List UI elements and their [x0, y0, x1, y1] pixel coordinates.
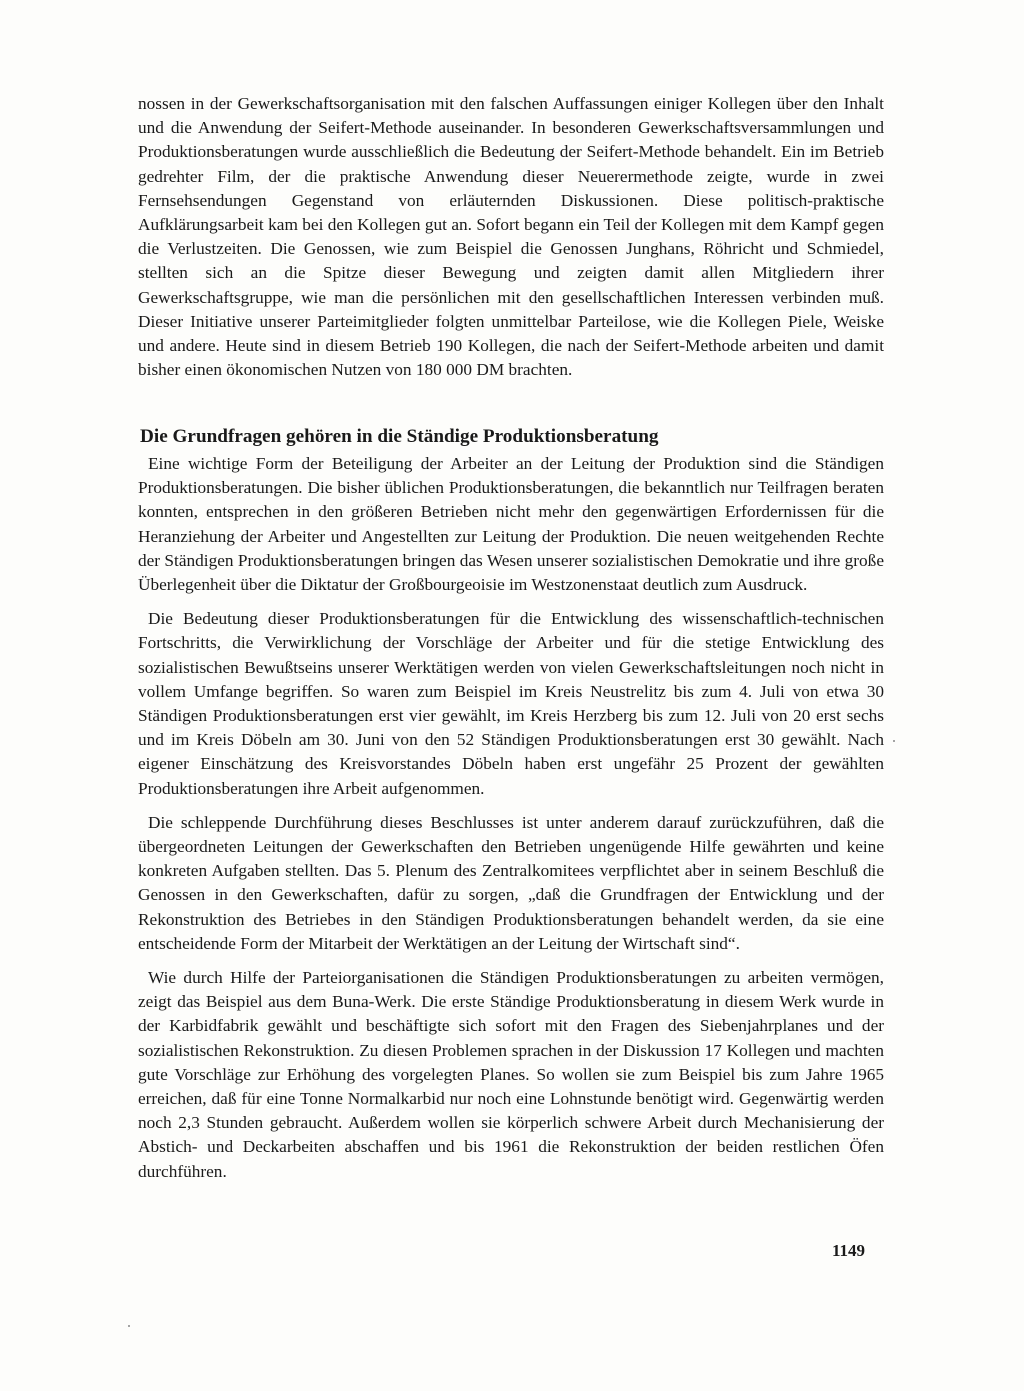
body-paragraph: Eine wichtige Form der Beteiligung der Arbeiter an der Leitung der Produktion sind die Ständigen Produktionsberatungen. Die bisher üblichen Produktionsberatungen, die bekanntlich nur Teilfragen beraten konnten, entsprechen in den größeren Betrieben nicht mehr den gegenwärtigen Erfordernissen für die Heranziehung der Arbeiter und Angestellten zur Leitung der Produktion. Die neuen weitgehenden Rechte der Ständigen Produktionsberatungen bringen das Wesen unserer sozialistischen Demokratie und ihre große Überlegenheit über die Diktatur der Großbourgeoisie im Westzonenstaat deutlich zum Ausdruck. [138, 454, 884, 595]
page-number: 1149 [832, 1241, 866, 1260]
print-speck [128, 1325, 130, 1327]
text-block-top [138, 92, 884, 382]
print-speck [893, 740, 895, 742]
body-paragraph: Wie durch Hilfe der Parteiorganisationen die Ständigen Produktionsberatungen zu arbeiten vermögen, zeigt das Beispiel aus dem Buna-Werk. Die erste Ständige Produktionsberatung in diesem Werk wurde in der Karbidfabrik gewählt und beschäftigte sich sofort mit den Fragen des Siebenjahrplanes und der sozialistischen Rekonstruktion. Zu diesen Problemen sprachen in der Diskussion 17 Kollegen und machten gute Vorschläge zur Erhöhung des vorgelegten Planes. So wollen sie zum Beispiel bis zum Jahre 1965 erreichen, daß für eine Tonne Normalkarbid nur noch eine Lohnstunde benötigt wird. Gegenwärtig werden noch 2,3 Stunden gebraucht. Außerdem wollen sie körperlich schwere Arbeit durch Mechanisierung der Abstich- und Deckarbeiten abschaffen und bis 1961 die Rekonstruktion der beiden restlichen Öfen durchführen. [138, 968, 884, 1181]
section-heading: Die Grundfragen gehören in die Ständige Produktionsberatung [140, 426, 659, 447]
intro-paragraph: nossen in der Gewerkschaftsorganisation mit den falschen Auffassungen einiger Kollegen über den Inhalt und die Anwendung der Seifert-Methode auseinander. In besonderen Gewerkschaftsversammlungen und Produktionsberatungen wurde ausschließlich die Bedeutung der Seifert-Methode behandelt. Ein im Betrieb gedrehter Film, der die praktische Anwendung dieser Neuerermethode zeigte, wurde in zwei Fernsehsendungen Gegenstand von erläuternden Diskussionen. Diese politisch-praktische Aufklärungsarbeit kam bei den Kollegen gut an. Sofort begann ein Teil der Kollegen mit dem Kampf gegen die Verlustzeiten. Die Genossen, wie zum Beispiel die Genossen Junghans, Röhricht und Schmiedel, stellten sich an die Spitze dieser Bewegung und zeigten damit allen Mitgliedern ihrer Gewerkschaftsgruppe, wie man die persönlichen mit den gesellschaftlichen Interessen verbinden muß. Dieser Initiative unserer Parteimitglieder folgten unmittelbar Parteilose, wie die Kollegen Piele, Weiske und andere. Heute sind in diesem Betrieb 190 Kollegen, die nach der Seifert-Methode arbeiten und damit bisher einen ökonomischen Nutzen von 180 000 DM brachten. [138, 94, 884, 380]
body-paragraph: Die Bedeutung dieser Produktionsberatungen für die Entwicklung des wissenschaftlich-technischen Fortschritts, die Verwirklichung der Vorschläge der Arbeiter und für die stetige Entwicklung des sozialistischen Bewußtseins unserer Werktätigen werden von vielen Gewerkschaftsleitungen noch nicht in vollem Umfange begriffen. So waren zum Beispiel im Kreis Neustrelitz bis zum 4. Juli von etwa 30 Ständigen Produktionsberatungen erst vier gewählt, im Kreis Herzberg bis zum 12. Juli von 20 erst sechs und im Kreis Döbeln am 30. Juni von den 52 Ständigen Produktionsberatungen erst 30 gewählt. Nach eigener Einschätzung des Kreisvorstandes Döbeln haben erst ungefähr 25 Prozent der gewählten Produktionsberatungen ihre Arbeit aufgenommen. [138, 609, 884, 798]
body-paragraph: Die schleppende Durchführung dieses Beschlusses ist unter anderem darauf zurückzuführen, daß die übergeordneten Leitungen der Gewerkschaften den Betrieben ungenügende Hilfe gewährten und keine konkreten Aufgaben stellten. Das 5. Plenum des Zentralkomitees verpflichtet aber in seinem Beschluß die Genossen in den Gewerkschaften, dafür zu sorgen, „daß die Grundfragen der Entwicklung und der Rekonstruktion des Betriebes in den Ständigen Produktionsberatungen behandelt werden, da sie eine entscheidende Form der Mitarbeit der Werktätigen an der Leitung der Wirtschaft sind“. [138, 812, 884, 953]
text-block-main [138, 452, 884, 1184]
